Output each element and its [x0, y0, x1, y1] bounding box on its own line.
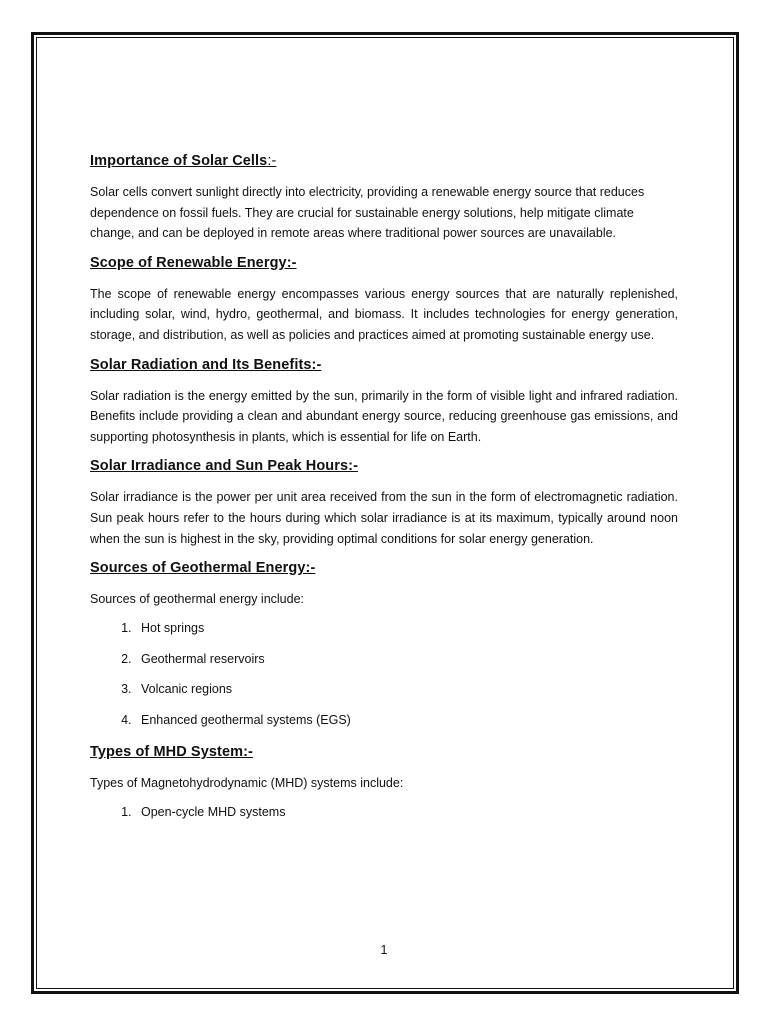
paragraph-solar-radiation-benefits: Solar radiation is the energy emitted by the sun, primarily in the form of visible light and infrared radiation. Benefits include providing a clean and abundant energy source, reducing greenhouse gas emissions, and supporting photosynthesis in plants, which is essential for life on Earth. [90, 388, 678, 444]
heading-types-of-mhd-system: Types of MHD System:- [90, 743, 253, 760]
geothermal-sources-list [90, 618, 678, 730]
paragraph-solar-irradiance-peak-hours: Solar irradiance is the power per unit area received from the sun in the form of electromagnetic radiation. Sun peak hours refer to the hours during which solar irradiance is at its maximum, typically around noon when the sun is highest in the sky, providing optimal conditions for solar energy generation. [90, 490, 678, 546]
list-item: 4. Enhanced geothermal systems (EGS) [135, 710, 678, 730]
heading-solar-radiation-benefits: Solar Radiation and Its Benefits:- [90, 356, 322, 373]
heading-solar-irradiance-peak-hours: Solar Irradiance and Sun Peak Hours:- [90, 458, 358, 475]
paragraph-scope-of-renewable-energy: The scope of renewable energy encompasses various energy sources that are naturally replenished, including solar, wind, hydro, geothermal, and biomass. It includes technologies for energy generation, storage, and distribution, as well as policies and practices aimed at promoting sustainable energy use. [90, 286, 678, 342]
paragraph-importance-of-solar-cells: Solar cells convert sunlight directly into electricity, providing a renewable energy source that reduces dependence on fossil fuels. They are crucial for sustainable energy solutions, help mitigate climate change, and can be deployed in remote areas where traditional power sources are unavailable. [90, 185, 645, 241]
list-item: 2. Geothermal reservoirs [135, 649, 678, 669]
list-item: 1. Hot springs [135, 618, 678, 638]
list-item: 1. Open-cycle MHD systems [135, 802, 678, 822]
heading-sources-of-geothermal-energy: Sources of Geothermal Energy:- [90, 560, 316, 577]
page-number: 1 [380, 943, 388, 957]
paragraph-sources-of-geothermal-energy: Sources of geothermal energy include: [90, 592, 305, 607]
heading-scope-of-renewable-energy: Scope of Renewable Energy:- [90, 254, 297, 271]
document-body [90, 150, 678, 832]
heading-importance-of-solar-cells: Importance of Solar Cells:- [90, 153, 277, 169]
mhd-types-list [90, 802, 678, 822]
paragraph-types-of-mhd-system: Types of Magnetohydrodynamic (MHD) systems include: [90, 775, 404, 790]
list-item: 3. Volcanic regions [135, 679, 678, 699]
